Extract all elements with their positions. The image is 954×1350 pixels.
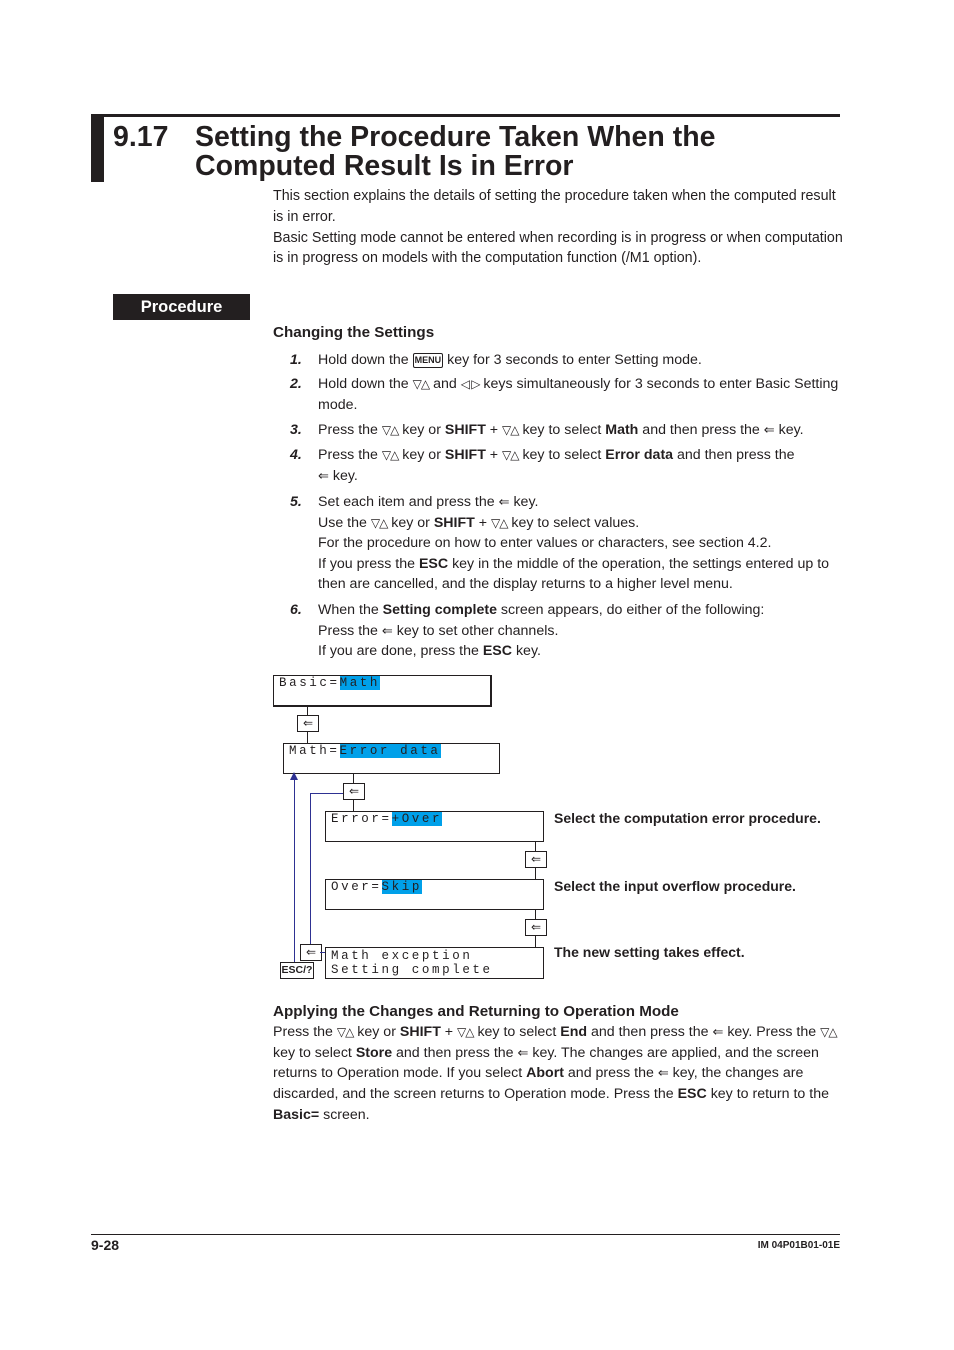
down-up-keys-icon: ▽△	[336, 1025, 354, 1039]
intro-paragraph-1: This section explains the details of setting the procedure taken when the computed result is in error.	[273, 188, 836, 225]
heading-rule	[91, 114, 840, 117]
left-right-keys-icon: ◁ ▷	[460, 377, 480, 391]
enter-key-icon: ⇐	[318, 467, 329, 483]
connector	[535, 935, 536, 947]
document-id: IM 04P01B01-01E	[757, 1240, 840, 1251]
screen-error: Error=+Over	[325, 811, 544, 842]
changing-settings-heading: Changing the Settings	[273, 324, 435, 341]
screen-math: Math=Error data	[283, 743, 500, 774]
connector	[535, 867, 536, 879]
procedure-tab: Procedure	[113, 294, 250, 320]
connector	[307, 731, 308, 743]
footer-rule	[91, 1234, 840, 1235]
applying-heading: Applying the Changes and Returning to Operation Mode	[273, 1003, 679, 1020]
section-title	[113, 123, 715, 181]
enter-key-icon: ⇐	[525, 919, 547, 936]
esc-key-icon: ESC/?	[280, 962, 314, 979]
heading-bar	[91, 114, 104, 182]
callout-error: Select the computation error procedure.	[554, 810, 821, 826]
step-2: 2. Hold down the ▽△ and ◁ ▷ keys simultaneously for 3 seconds to enter Basic Setting mode.	[290, 376, 839, 413]
down-up-keys-icon: ▽△	[381, 423, 399, 437]
connector	[535, 842, 536, 851]
page-number: 9-28	[91, 1237, 120, 1253]
enter-key-icon: ⇐	[657, 1065, 669, 1081]
down-up-keys-icon: ▽△	[502, 423, 519, 437]
down-up-keys-icon: ▽△	[502, 448, 519, 462]
return-line	[320, 952, 325, 953]
step-4: 4. Press the ▽△ key or SHIFT + ▽△ key to select Error data and then press the ⇐ key.	[290, 447, 795, 484]
connector	[307, 707, 308, 715]
applying-text: Press the ▽△ key or SHIFT + ▽△ key to select End and then press the ⇐ key. Press the ▽△ key to select Store and then press the ⇐ key. The changes are applied, and the screen returns to Operation mode. If you select Abort and press the ⇐ key, the changes are discarded, and the screen returns to Operation mode. Press the ESC key to return to the Basic= screen.	[273, 1024, 837, 1123]
down-up-keys-icon: ▽△	[457, 1025, 474, 1039]
down-up-keys-icon: ▽△	[820, 1025, 837, 1039]
menu-key-icon: MENU	[413, 353, 444, 368]
title-line-1: Setting the Procedure Taken When the	[195, 121, 716, 153]
down-up-keys-icon: ▽△	[381, 448, 399, 462]
enter-key-icon: ⇐	[300, 944, 322, 961]
screen-setting-complete: Math exception Setting complete	[325, 947, 544, 979]
enter-key-icon: ⇐	[297, 715, 319, 732]
enter-key-icon: ⇐	[525, 851, 547, 868]
enter-key-icon: ⇐	[517, 1044, 529, 1060]
connector	[353, 774, 354, 783]
title-line-2: Computed Result Is in Error	[195, 150, 574, 182]
return-line	[310, 793, 311, 944]
connector	[535, 910, 536, 919]
enter-key-icon: ⇐	[498, 494, 510, 509]
step-5: 5. Set each item and press the ⇐ key. Use the ▽△ key or SHIFT + ▽△ key to select values. For the procedure on how to enter values or characters, see section 4.2. If you press the ESC key in the middle of the operation, the settings entered up to then are cancelled, and the display returns to a higher level menu.	[290, 494, 830, 593]
step-1: 1. Hold down the MENU key for 3 seconds to enter Setting mode.	[290, 352, 702, 368]
callout-effect: The new setting takes effect.	[554, 944, 745, 960]
step-3: 3. Press the ▽△ key or SHIFT + ▽△ key to select Math and then press the ⇐ key.	[290, 422, 804, 438]
down-up-keys-icon: ▽△	[491, 515, 508, 530]
esc-return-line	[294, 775, 295, 962]
callout-overflow: Select the input overflow procedure.	[554, 878, 796, 894]
down-up-keys-icon: ▽△	[370, 515, 388, 530]
connector	[353, 799, 354, 811]
section-number: 9.17	[113, 121, 169, 153]
intro-paragraph-2: Basic Setting mode cannot be entered when recording is in progress or when computation is in progress on models with the computation function (/M1 option).	[273, 229, 843, 267]
down-up-keys-icon: ▽△	[412, 377, 430, 391]
enter-key-icon: ⇐	[763, 422, 775, 437]
intro-text	[273, 186, 848, 269]
enter-key-icon: ⇐	[381, 622, 393, 638]
step-6: 6. When the Setting complete screen appears, do either of the following: Press the ⇐ key to set other channels. If you are done, press the ESC key.	[290, 602, 765, 660]
screen-basic: Basic=Math	[273, 675, 492, 707]
enter-key-icon: ⇐	[343, 783, 365, 800]
screen-over: Over=Skip	[325, 879, 544, 910]
arrow-up-icon	[290, 772, 298, 780]
enter-key-icon: ⇐	[712, 1024, 724, 1039]
return-line	[310, 793, 343, 794]
